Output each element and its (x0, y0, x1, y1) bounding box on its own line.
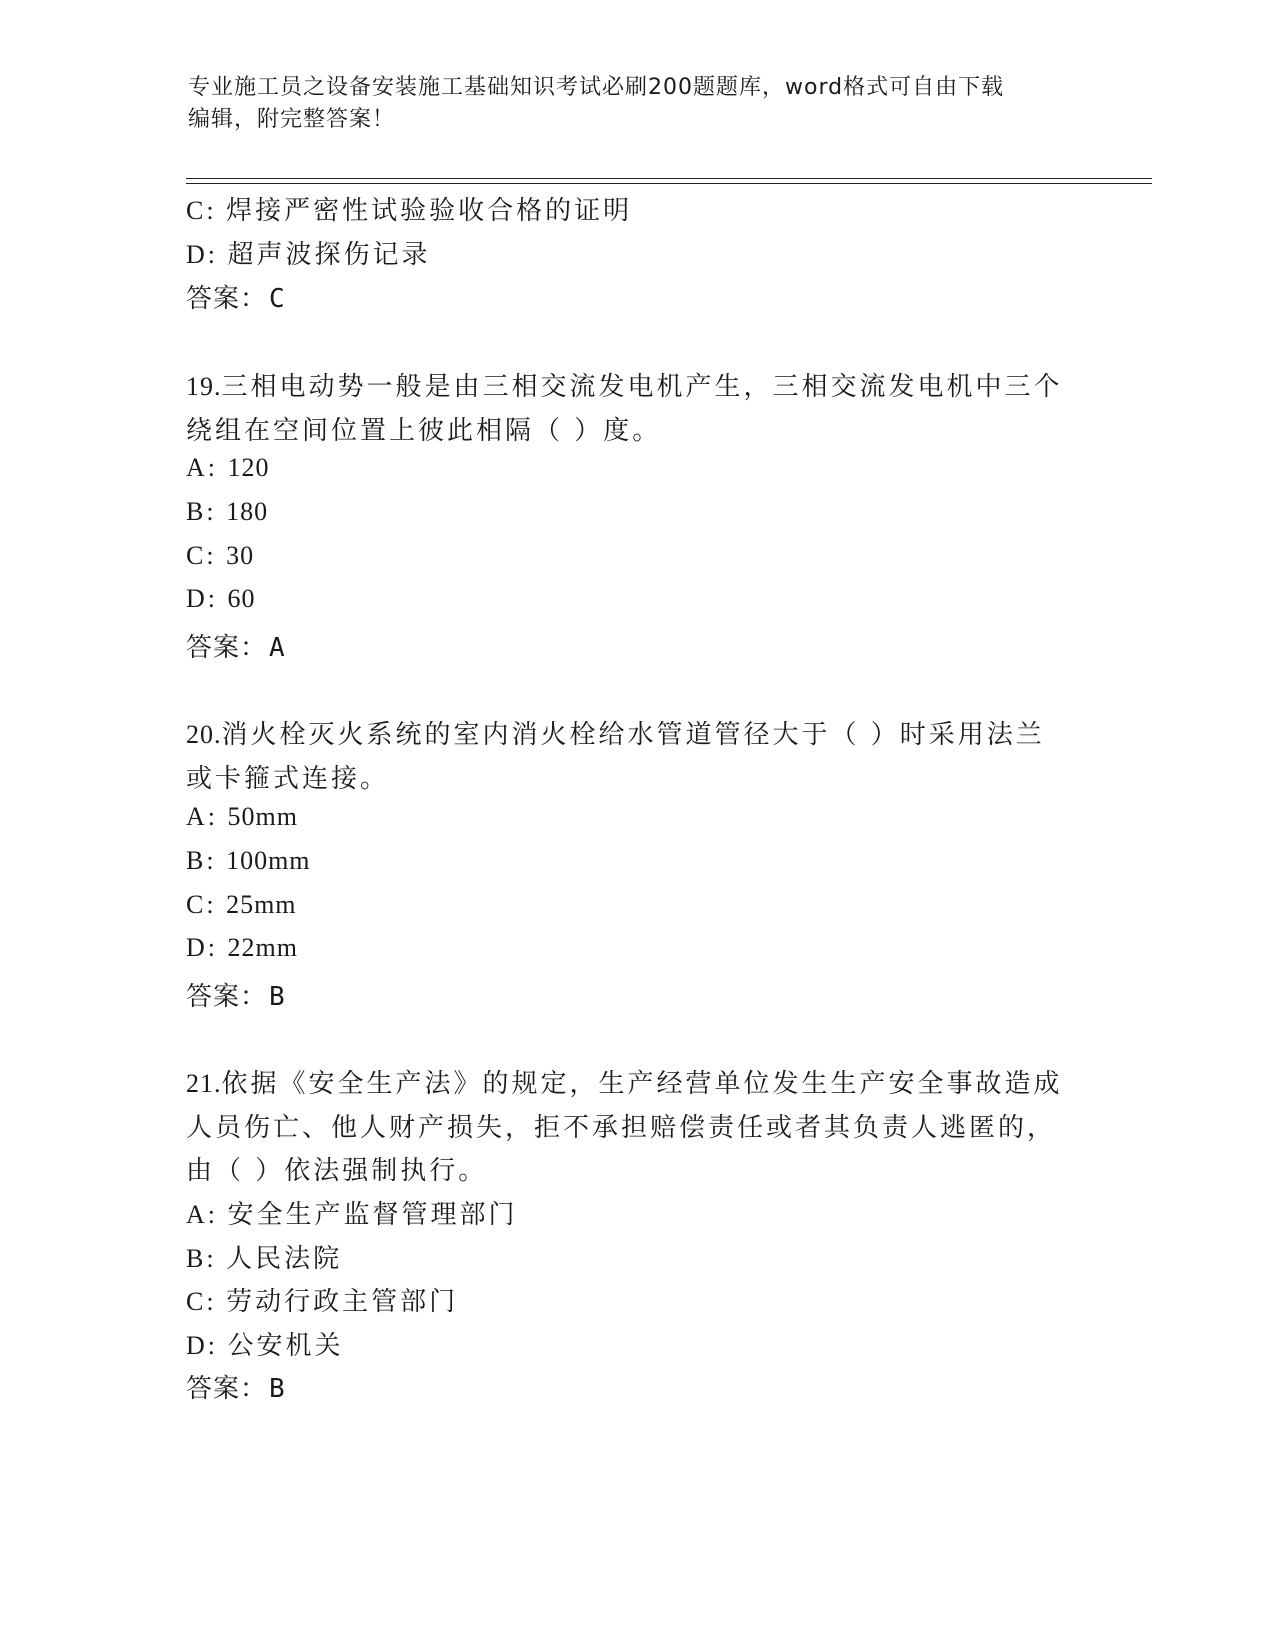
q20-answer (186, 976, 286, 1013)
option-letter: B: (186, 1244, 217, 1273)
option-letter: A: (186, 453, 218, 482)
header-line-2: 编辑，附完整答案！ (188, 107, 396, 132)
option-letter: C: (186, 1287, 217, 1316)
option-text: 超声波探伤记录 (227, 240, 431, 270)
q20-option-b (186, 846, 311, 876)
header-rule-bottom (186, 183, 1152, 184)
question-text: 依据《安全生产法》的规定，生产经营单位发生生产安全事故造成 (221, 1069, 1063, 1099)
option-letter: D: (186, 240, 218, 269)
q19-option-b (186, 497, 268, 527)
option-letter: C: (186, 890, 217, 919)
option-text: 安全生产监督管理部门 (227, 1200, 518, 1230)
q19-stem-line-2: 绕组在空间位置上彼此相隔（ ）度。 (186, 416, 662, 446)
option-letter: B: (186, 497, 217, 526)
question-text: 三相电动势一般是由三相交流发电机产生，三相交流发电机中三个 (221, 372, 1063, 402)
answer-value: C (269, 284, 286, 314)
option-text: 劳动行政主管部门 (226, 1287, 459, 1317)
option-text: 22mm (227, 933, 298, 962)
answer-label: 答案： (186, 633, 268, 663)
q21-answer (186, 1368, 286, 1405)
prev-answer (186, 278, 286, 315)
question-text: 消火栓灭火系统的室内消火栓给水管道管径大于（ ）时采用法兰 (221, 720, 1045, 750)
option-letter: A: (186, 802, 218, 831)
q20-stem-line-1 (186, 714, 1045, 751)
answer-label: 答案： (186, 982, 268, 1012)
answer-value: B (269, 982, 286, 1012)
q19-option-d (186, 584, 256, 614)
q19-option-a (186, 453, 270, 483)
q21-stem-line-2: 人员伤亡、他人财产损失，拒不承担赔偿责任或者其负责人逃匿的， (186, 1113, 1057, 1143)
option-letter: D: (186, 584, 218, 613)
q20-stem-line-2: 或卡箍式连接。 (186, 764, 390, 794)
q21-option-d (186, 1325, 344, 1362)
question-number: 20. (186, 720, 222, 749)
option-text: 120 (227, 453, 270, 482)
document-header (188, 72, 1088, 136)
option-letter: D: (186, 933, 218, 962)
q21-option-b (186, 1238, 342, 1275)
prev-option-d (186, 234, 431, 271)
option-text: 公安机关 (227, 1331, 344, 1361)
header-rule-top (186, 178, 1152, 179)
option-text: 180 (226, 497, 269, 526)
option-text: 25mm (226, 890, 297, 919)
header-line-1: 专业施工员之设备安装施工基础知识考试必刷200题题库，word格式可自由下载 (188, 75, 1005, 100)
q20-option-d (186, 933, 298, 963)
q20-option-a (186, 802, 298, 832)
option-letter: C: (186, 541, 217, 570)
q20-option-c (186, 890, 297, 920)
question-number: 19. (186, 372, 222, 401)
option-text: 100mm (226, 846, 311, 875)
option-letter: C: (186, 196, 217, 225)
q21-stem-line-3: 由（ ）依法强制执行。 (186, 1156, 488, 1186)
option-letter: D: (186, 1331, 218, 1360)
q19-option-c (186, 541, 254, 571)
q21-option-a (186, 1194, 518, 1231)
option-text: 人民法院 (226, 1244, 343, 1274)
question-number: 21. (186, 1069, 222, 1098)
option-text: 60 (227, 584, 256, 613)
option-letter: B: (186, 846, 217, 875)
q19-stem-line-1 (186, 366, 1063, 403)
answer-value: A (269, 633, 286, 663)
option-letter: A: (186, 1200, 218, 1229)
answer-value: B (269, 1374, 286, 1404)
q19-answer (186, 627, 286, 664)
answer-label: 答案： (186, 1374, 268, 1404)
option-text: 30 (226, 541, 255, 570)
answer-label: 答案： (186, 284, 268, 314)
q21-option-c (186, 1281, 458, 1318)
q21-stem-line-1 (186, 1063, 1063, 1100)
option-text: 焊接严密性试验验收合格的证明 (226, 196, 633, 226)
option-text: 50mm (227, 802, 298, 831)
prev-option-c (186, 190, 632, 227)
